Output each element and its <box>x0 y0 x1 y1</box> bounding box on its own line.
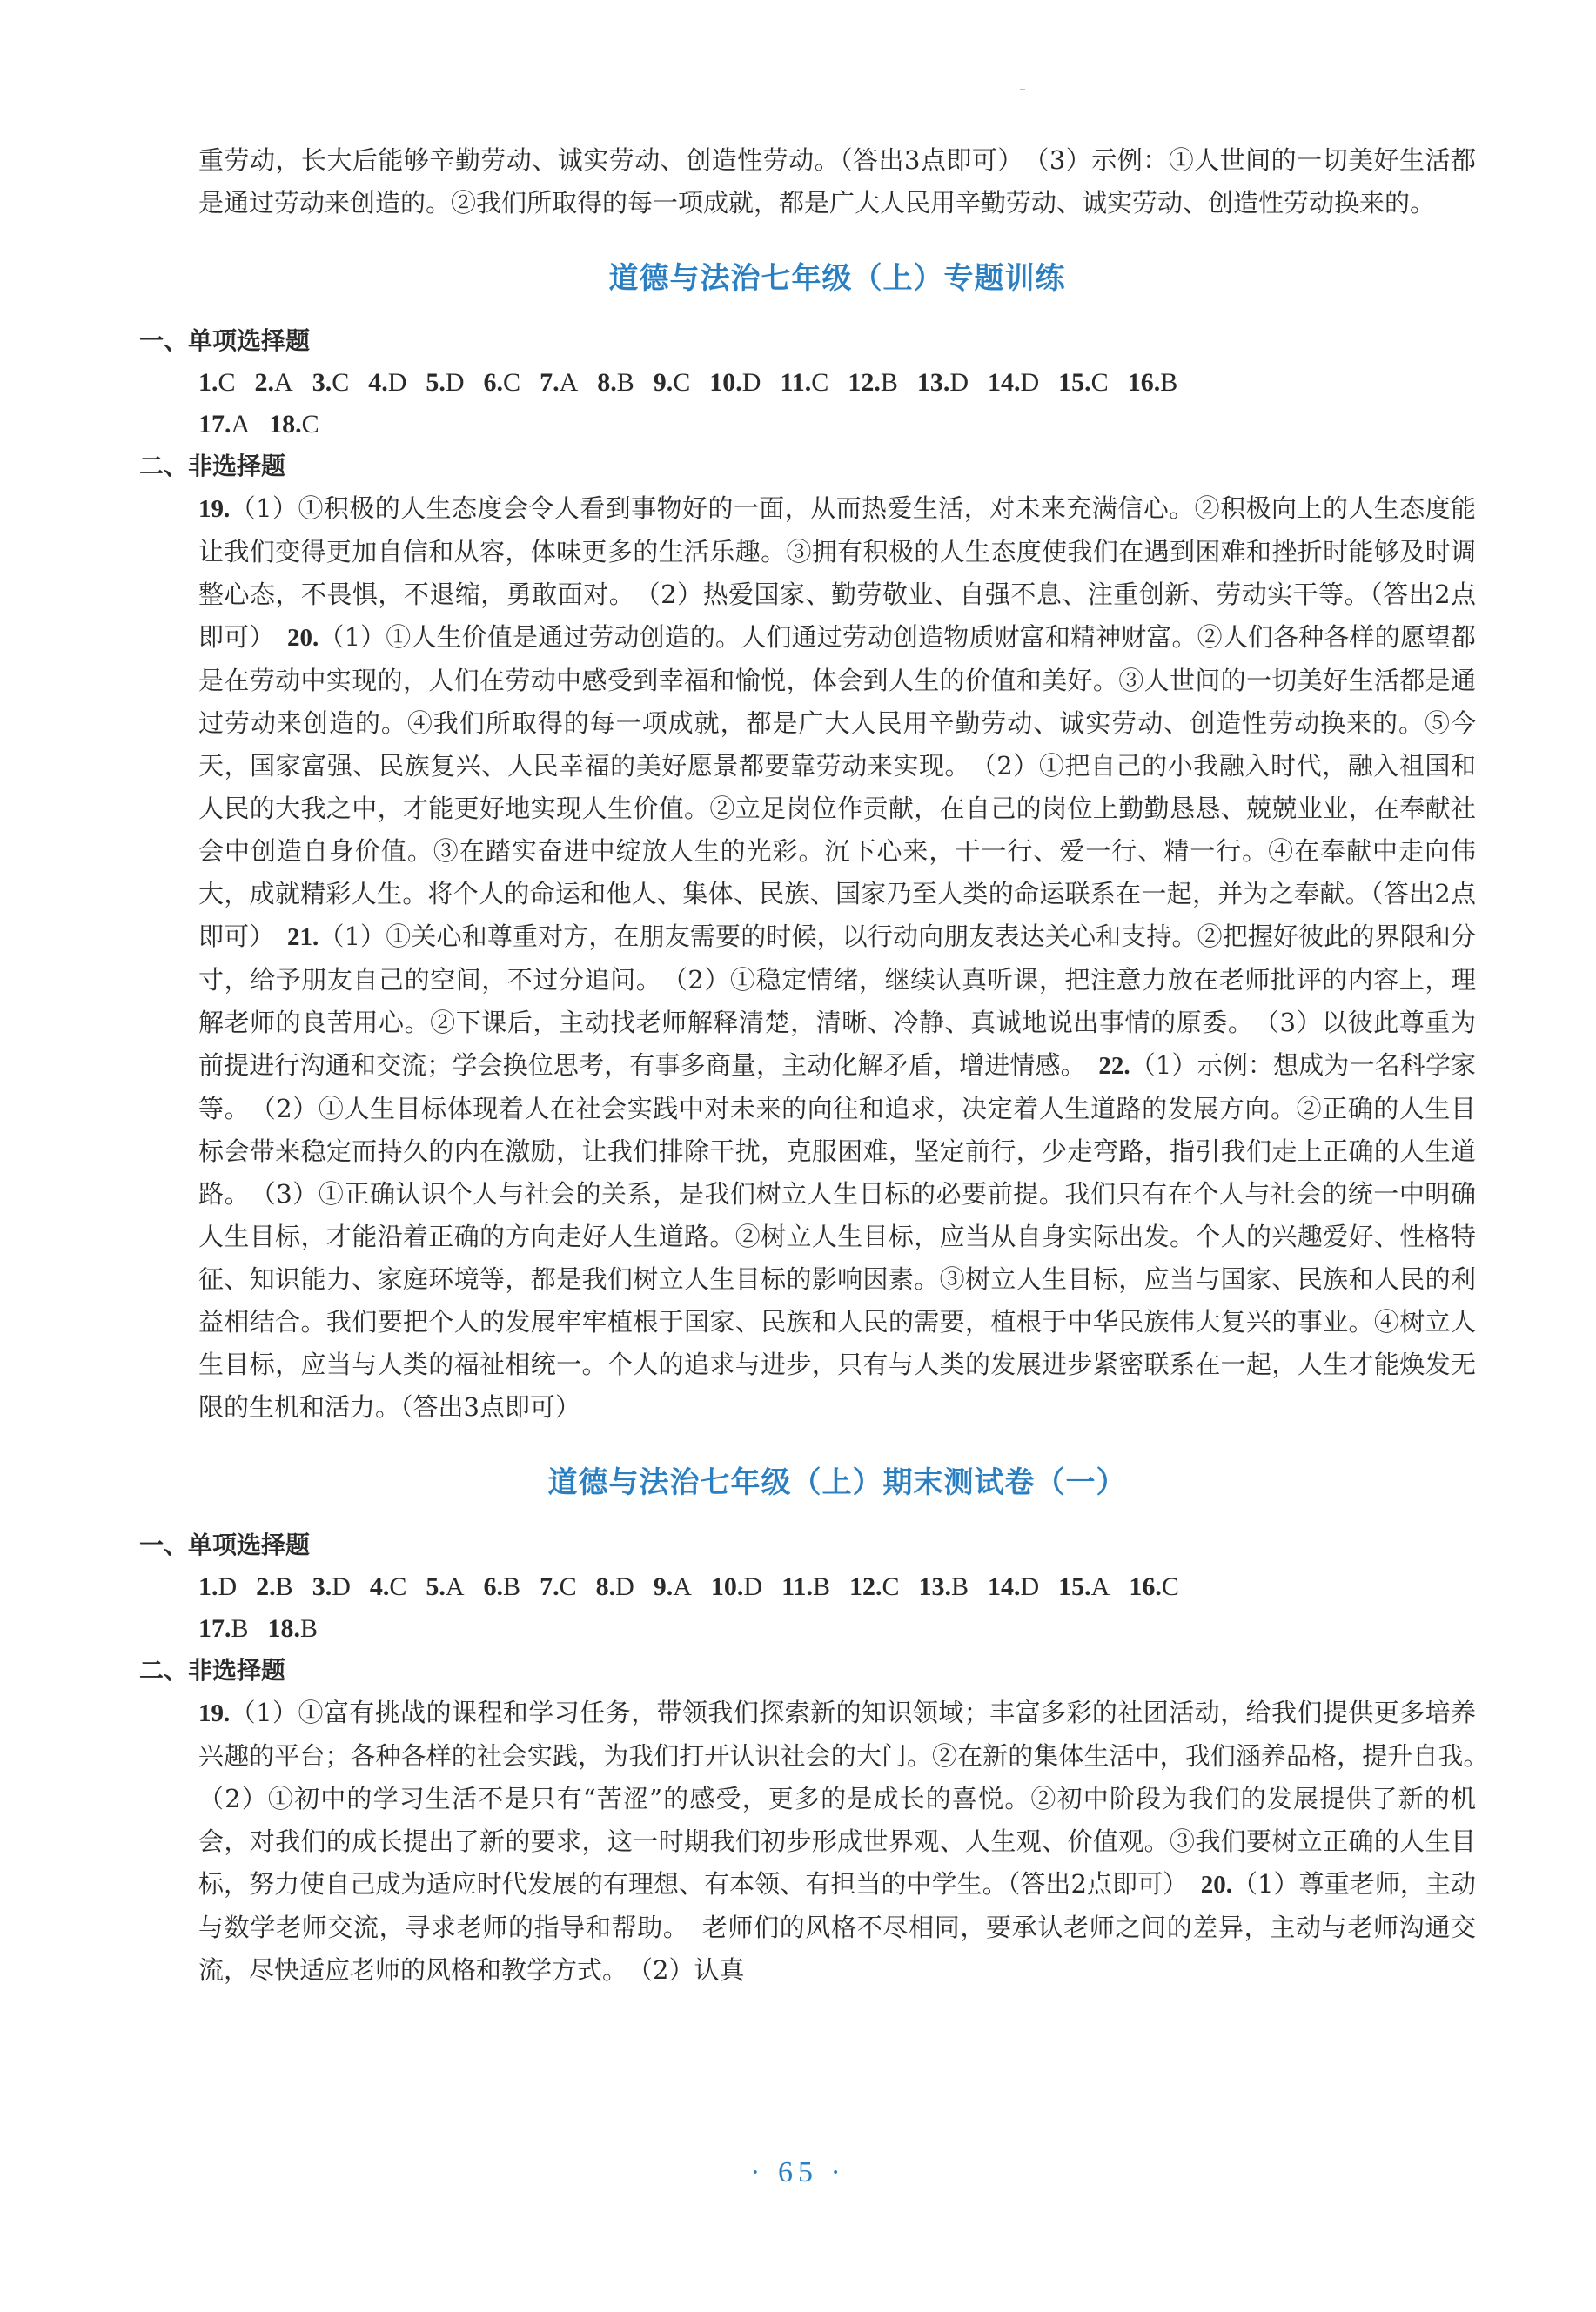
choice-number: 1. <box>198 1572 218 1601</box>
question-number: 20. <box>1200 1871 1232 1899</box>
choice-letter: C <box>882 1572 900 1601</box>
choice-number: 18. <box>269 410 302 439</box>
choice-answer <box>269 404 319 446</box>
choice-answer <box>849 1566 900 1608</box>
choice-number: 4. <box>368 368 388 397</box>
choice-number: 10. <box>709 368 742 397</box>
choice-letter: A <box>673 1572 692 1601</box>
choice-answer <box>198 362 236 404</box>
choice-letter: C <box>389 1572 407 1601</box>
choice-number: 7. <box>540 368 560 397</box>
choice-number: 4. <box>369 1572 390 1601</box>
choice-answer <box>198 404 250 446</box>
choice-number: 11. <box>780 368 812 397</box>
choice-answer <box>988 362 1039 404</box>
choice-number: 18. <box>267 1614 301 1643</box>
choice-number: 17. <box>198 1614 231 1643</box>
choice-answer <box>780 362 828 404</box>
choice-letter: B <box>231 1614 249 1643</box>
choice-number: 13. <box>918 1572 951 1601</box>
choice-answers-row <box>198 1566 1476 1608</box>
question-number: 20. <box>287 624 319 652</box>
question-answer: （1）①人生价值是通过劳动创造的。人们通过劳动创造物质财富和精神财富。②人们各种各样的愿望都是在劳动中实现的，人们在劳动中感受到幸福和愉悦，体会到人生的价值和美好。③人世间的一切美好生活都是通过劳动来创造的。④我们所取得的每一项成就，都是广大人民用辛勤劳动、诚实劳动、创造性劳动换来的。⑤今天，国家富强、民族复兴、人民幸福的美好愿景都要靠劳动来实现。 （2）①把自己的小我融入时代，融入祖国和人民的大我之中，才能更好地实现人生价值。②立足岗位作贡献，在自己的岗位上勤勤恳恳、兢兢业业，在奉献社会中创造自身价值。③在踏实奋进中绽放人生的光彩。沉下心来，干一行、爱一行、精一行。④在奉献中走向伟大，成就精彩人生。将个人的命运和他人、集体、民族、国家乃至人类的命运联系在一起，并为之奉献。（答出2点即可） <box>198 622 1476 951</box>
choice-answer <box>918 1566 969 1608</box>
choice-letter: A <box>559 368 579 397</box>
heading-single-choice: 一、单项选择题 <box>139 1531 311 1559</box>
choice-number: 15. <box>1058 1572 1091 1601</box>
choice-letter: C <box>503 368 521 397</box>
choice-number: 1. <box>198 368 218 397</box>
choice-answer <box>312 362 350 404</box>
choice-number: 16. <box>1129 1572 1162 1601</box>
question-number: 21. <box>287 923 319 951</box>
choice-letter: D <box>743 1572 763 1601</box>
choice-number: 9. <box>653 1572 674 1601</box>
choice-letter: C <box>218 368 236 397</box>
question-number: 19. <box>198 1699 231 1727</box>
choice-answer <box>988 1566 1039 1608</box>
choice-letter: C <box>1161 1572 1179 1601</box>
choice-number: 12. <box>848 368 881 397</box>
question-answer: （1）示例：想成为一名科学家等。 （2）①人生目标体现着人在社会实践中对未来的向往和追求，决定着人生道路的发展方向。②正确的人生目标会带来稳定而持久的内在激励，让我们排除干扰，克服困难，坚定前行，少走弯路，指引我们走上正确的人生道路。 （3）①正确认识个人与社会的关系，是我们树立人生目标的必要前提。我们只有在个人与社会的统一中明确人生目标，才能沿着正确的方向走好人生道路。②树立人生目标，应当从自身实际出发。个人的兴趣爱好、性格特征、知识能力、家庭环境等，都是我们树立人生目标的影响因素。③树立人生目标，应当与国家、民族和人民的利益相结合。我们要把个人的发展牢牢植根于国家、民族和人民的需要，植根于中华民族伟大复兴的事业。④树立人生目标，应当与人类的福祉相统一。个人的追求与进步，只有与人类的发展进步紧密联系在一起，人生才能焕发无限的生机和活力。（答出3点即可） <box>198 1050 1476 1422</box>
choice-number: 2. <box>256 1572 276 1601</box>
choice-letter: C <box>811 368 829 397</box>
question-number: 19. <box>198 495 231 523</box>
choice-number: 12. <box>848 1572 882 1601</box>
choice-answer <box>426 1566 464 1608</box>
section-title-topic-training: 道德与法治七年级（上）专题训练 <box>608 261 1066 296</box>
choice-answer <box>198 1608 249 1650</box>
choice-answer <box>255 362 293 404</box>
choice-number: 3. <box>312 368 332 397</box>
choice-letter: B <box>503 1572 521 1601</box>
choice-answer <box>848 362 898 404</box>
choice-number: 9. <box>653 368 674 397</box>
choice-letter: B <box>616 368 634 397</box>
question-answer: （1）尊重老师，主动与数学老师交流，寻求老师的指导和帮助。 老师们的风格不尽相同，要承认老师之间的差异，主动与老师沟通交流，尽快适应老师的风格和教学方式。 （2）认真 <box>198 1869 1477 1985</box>
choice-answer <box>484 1566 521 1608</box>
choice-letter: D <box>1020 1572 1040 1601</box>
choice-number: 6. <box>483 368 504 397</box>
section-title-final-exam: 道德与法治七年级（上）期末测试卷（一） <box>547 1465 1127 1500</box>
choice-answer <box>540 1566 577 1608</box>
choice-answer <box>654 362 691 404</box>
choice-letter: B <box>880 368 898 397</box>
choice-letter: D <box>615 1572 634 1601</box>
choice-number: 13. <box>916 368 950 397</box>
choice-answer <box>654 1566 692 1608</box>
choice-answer <box>781 1566 830 1608</box>
question-number: 22. <box>1098 1052 1130 1080</box>
choice-answer <box>198 1566 237 1608</box>
choice-answer <box>709 362 761 404</box>
choice-letter: A <box>445 1572 465 1601</box>
choice-answer <box>368 362 406 404</box>
choice-letter: D <box>218 1572 238 1601</box>
page-content <box>139 139 1502 1992</box>
choice-letter: B <box>300 1614 319 1643</box>
choice-number: 2. <box>254 368 275 397</box>
intro-paragraph: 重劳动，长大后能够辛勤劳动、诚实劳动、创造性劳动。（答出3点即可） （3）示例：①人世间的一切美好生活都是通过劳动来创造的。②我们所取得的每一项成就，都是广大人民用辛勤劳动、诚实劳动、创造性劳动换来的。 <box>198 145 1476 218</box>
choice-answer <box>370 1566 407 1608</box>
choice-answer <box>268 1608 319 1650</box>
choice-answers-row <box>198 1608 1476 1650</box>
choice-answer <box>596 1566 634 1608</box>
choice-number: 10. <box>710 1572 744 1601</box>
choice-letter: D <box>332 1572 351 1601</box>
choice-number: 11. <box>781 1572 813 1601</box>
heading-non-choice: 二、非选择题 <box>139 1656 286 1685</box>
choice-answer <box>1129 1566 1179 1608</box>
choice-answer <box>1058 362 1109 404</box>
choice-number: 14. <box>988 1572 1021 1601</box>
choice-answer <box>711 1566 762 1608</box>
choice-answer <box>917 362 969 404</box>
heading-non-choice: 二、非选择题 <box>139 452 286 480</box>
choice-number: 5. <box>426 368 446 397</box>
choice-letter: D <box>949 368 969 397</box>
choice-answers-row <box>198 404 1476 446</box>
choice-number: 8. <box>597 368 617 397</box>
choice-answers-row <box>198 362 1476 404</box>
choice-letter: D <box>445 368 465 397</box>
choice-letter: B <box>812 1572 830 1601</box>
choice-letter: D <box>387 368 407 397</box>
choice-letter: A <box>231 410 251 439</box>
choice-letter: A <box>1090 1572 1110 1601</box>
choice-number: 8. <box>595 1572 616 1601</box>
choice-letter: C <box>673 368 691 397</box>
choice-number: 17. <box>198 410 231 439</box>
question-answer: （1）①积极的人生态度会令人看到事物好的一面，从而热爱生活，对未来充满信心。②积极向上的人生态度能让我们变得更加自信和从容，体味更多的生活乐趣。③拥有积极的人生态度使我们在遇到困难和挫折时能够及时调整心态，不畏惧，不退缩，勇敢面对。 （2）热爱国家、勤劳敬业、自强不息、注重创新、劳动实干等。（答出2点即可） <box>198 493 1476 652</box>
heading-single-choice: 一、单项选择题 <box>139 326 311 355</box>
choice-answer <box>597 362 634 404</box>
choice-letter: B <box>950 1572 969 1601</box>
choice-letter: C <box>301 410 319 439</box>
choice-answer <box>256 1566 293 1608</box>
choice-number: 16. <box>1127 368 1161 397</box>
choice-number: 7. <box>540 1572 560 1601</box>
question-answer: （1）①富有挑战的课程和学习任务，带领我们探索新的知识领域；丰富多彩的社团活动，给我们提供更多培养兴趣的平台；各种各样的社会实践，为我们打开认识社会的大门。②在新的集体生活中，我们涵养品格，提升自我。 （2）①初中的学习生活不是只有“苦涩”的感受，更多的是成长的喜悦。②初中阶段为我们的发展提供了新的机会，对我们的成长提出了新的要求，这一时期我们初步形成世界观、人生观、价值观。③我们要树立正确的人生目标，努力使自己成为适应时代发展的有理想、有本领、有担当的中学生。（答出2点即可） <box>198 1698 1502 1899</box>
choice-answer <box>484 362 521 404</box>
question-answer: （1）①关心和尊重对方，在朋友需要的时候，以行动向朋友表达关心和支持。②把握好彼此的界限和分寸，给予朋友自己的空间，不过分追问。 （2）①稳定情绪，继续认真听课，把注意力放在老师批评的内容上，理解老师的良苦用心。②下课后，主动找老师解释清楚，清晰、冷静、真诚地说出事情的原委。 （3）以彼此尊重为前提进行沟通和交流；学会换位思考，有事多商量，主动化解矛盾，增进情感。 <box>198 921 1476 1080</box>
choice-number: 15. <box>1058 368 1091 397</box>
choice-letter: D <box>1020 368 1040 397</box>
scan-mark <box>1020 89 1025 90</box>
choice-answer <box>426 362 464 404</box>
non-choice-answers <box>198 487 1476 1429</box>
choice-letter: B <box>275 1572 293 1601</box>
choice-number: 6. <box>483 1572 504 1601</box>
choice-letter: C <box>1090 368 1109 397</box>
non-choice-answers <box>198 1692 1502 1992</box>
choice-letter: C <box>559 1572 577 1601</box>
choice-number: 3. <box>312 1572 332 1601</box>
choice-number: 5. <box>426 1572 446 1601</box>
choice-answer <box>312 1566 351 1608</box>
choice-number: 14. <box>988 368 1021 397</box>
choice-letter: A <box>274 368 293 397</box>
choice-answer <box>540 362 578 404</box>
choice-answer <box>1128 362 1178 404</box>
choice-letter: B <box>1160 368 1178 397</box>
choice-letter: C <box>332 368 350 397</box>
choice-answer <box>1058 1566 1110 1608</box>
choice-letter: D <box>741 368 761 397</box>
page-number: · 65 · <box>750 2156 846 2188</box>
